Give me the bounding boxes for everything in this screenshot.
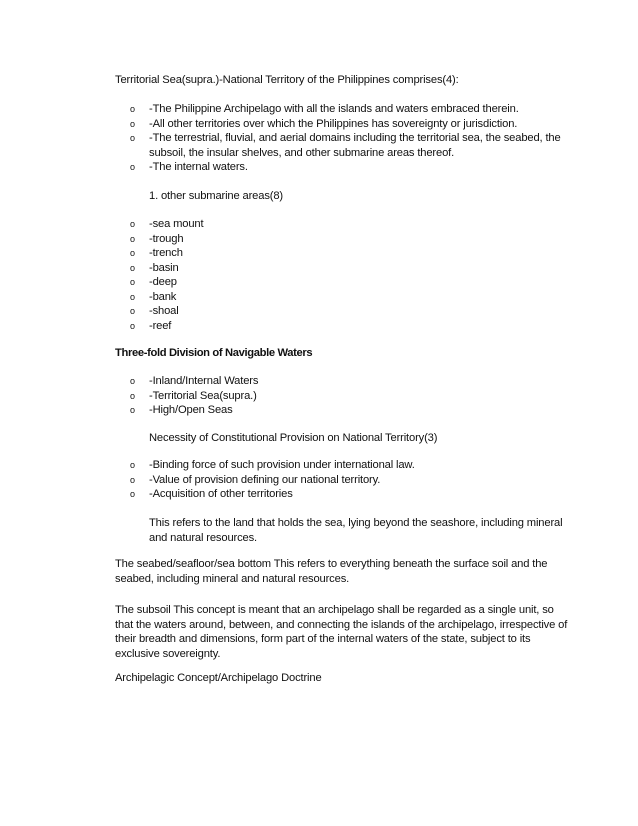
- necessity-list: [0, 458, 638, 502]
- list-item: o -The internal waters.: [130, 161, 248, 173]
- seabed-paragraph: The seabed/seafloor/sea bottom This refers to everything beneath the surface soil and the seabed, including mineral and natural resources.: [115, 558, 548, 585]
- bullet-icon: o: [130, 133, 135, 143]
- subsoil-paragraph: The subsoil This concept is meant that an archipelago shall be regarded as a single unit, so that the waters around, between, and connecting the islands of the archipelago, irrespective of their breadth and dimensions, form part of the internal waters of the state, subject to its exclusive sovereignty.: [115, 604, 568, 660]
- bullet-icon: o: [130, 277, 135, 287]
- list-item: o -sea mount: [130, 218, 204, 230]
- list-item: o -trough: [130, 232, 184, 245]
- list-item: o -Inland/Internal Waters: [130, 375, 259, 387]
- list-item: o -Territorial Sea(supra.): [130, 389, 257, 402]
- list-item: o -High/Open Seas: [130, 404, 233, 416]
- list-item: o -bank: [130, 290, 177, 303]
- necessity-heading: Necessity of Constitutional Provision on National Territory(3): [149, 432, 438, 444]
- list-item: o -Binding force of such provision under international law.: [130, 459, 415, 471]
- list-item: o -All other territories over which the Philippines has sovereignty or jurisdiction.: [130, 117, 518, 130]
- list-item: o -trench: [130, 247, 183, 259]
- bullet-icon: o: [130, 233, 135, 244]
- bullet-icon: o: [130, 291, 135, 302]
- bullet-icon: o: [130, 118, 135, 129]
- intro-paragraph: Territorial Sea(supra.)-National Territory of the Philippines comprises(4):: [115, 74, 459, 86]
- bullet-icon: o: [130, 248, 135, 258]
- threefold-heading: Three-fold Division of Navigable Waters: [115, 347, 313, 359]
- list-item: o -Value of provision defining our national territory.: [130, 473, 381, 486]
- submarine-areas-heading: 1. other submarine areas(8): [149, 190, 283, 202]
- bullet-icon: o: [130, 405, 135, 415]
- national-territory-list: [0, 102, 638, 175]
- bullet-icon: o: [130, 262, 135, 273]
- bullet-icon: o: [130, 306, 135, 316]
- bullet-icon: o: [130, 219, 135, 229]
- bullet-icon: o: [130, 376, 135, 386]
- list-item: o -deep: [130, 276, 177, 288]
- bullet-icon: o: [130, 390, 135, 401]
- list-item: o -The terrestrial, fluvial, and aerial domains including the territorial sea, the seabed, the subsoil, the insular shelves, and other submarine areas thereof.: [130, 132, 561, 159]
- list-item: o -Acquisition of other territories: [130, 488, 293, 500]
- archipelagic-heading: Archipelagic Concept/Archipelago Doctrine: [115, 672, 322, 684]
- bullet-icon: o: [130, 489, 135, 499]
- list-item: o -reef: [130, 319, 172, 332]
- list-item: o -shoal: [130, 305, 179, 317]
- threefold-list: [0, 374, 638, 418]
- bullet-icon: o: [130, 162, 135, 172]
- list-item: o -The Philippine Archipelago with all the islands and waters embraced therein.: [130, 103, 519, 115]
- bullet-icon: o: [130, 104, 135, 114]
- bullet-icon: o: [130, 460, 135, 470]
- list-item: o -basin: [130, 261, 179, 274]
- submarine-areas-list: [0, 217, 638, 333]
- land-definition-text: This refers to the land that holds the sea, lying beyond the seashore, including mineral and natural resources.: [149, 517, 563, 544]
- bullet-icon: o: [130, 474, 135, 485]
- bullet-icon: o: [130, 320, 135, 331]
